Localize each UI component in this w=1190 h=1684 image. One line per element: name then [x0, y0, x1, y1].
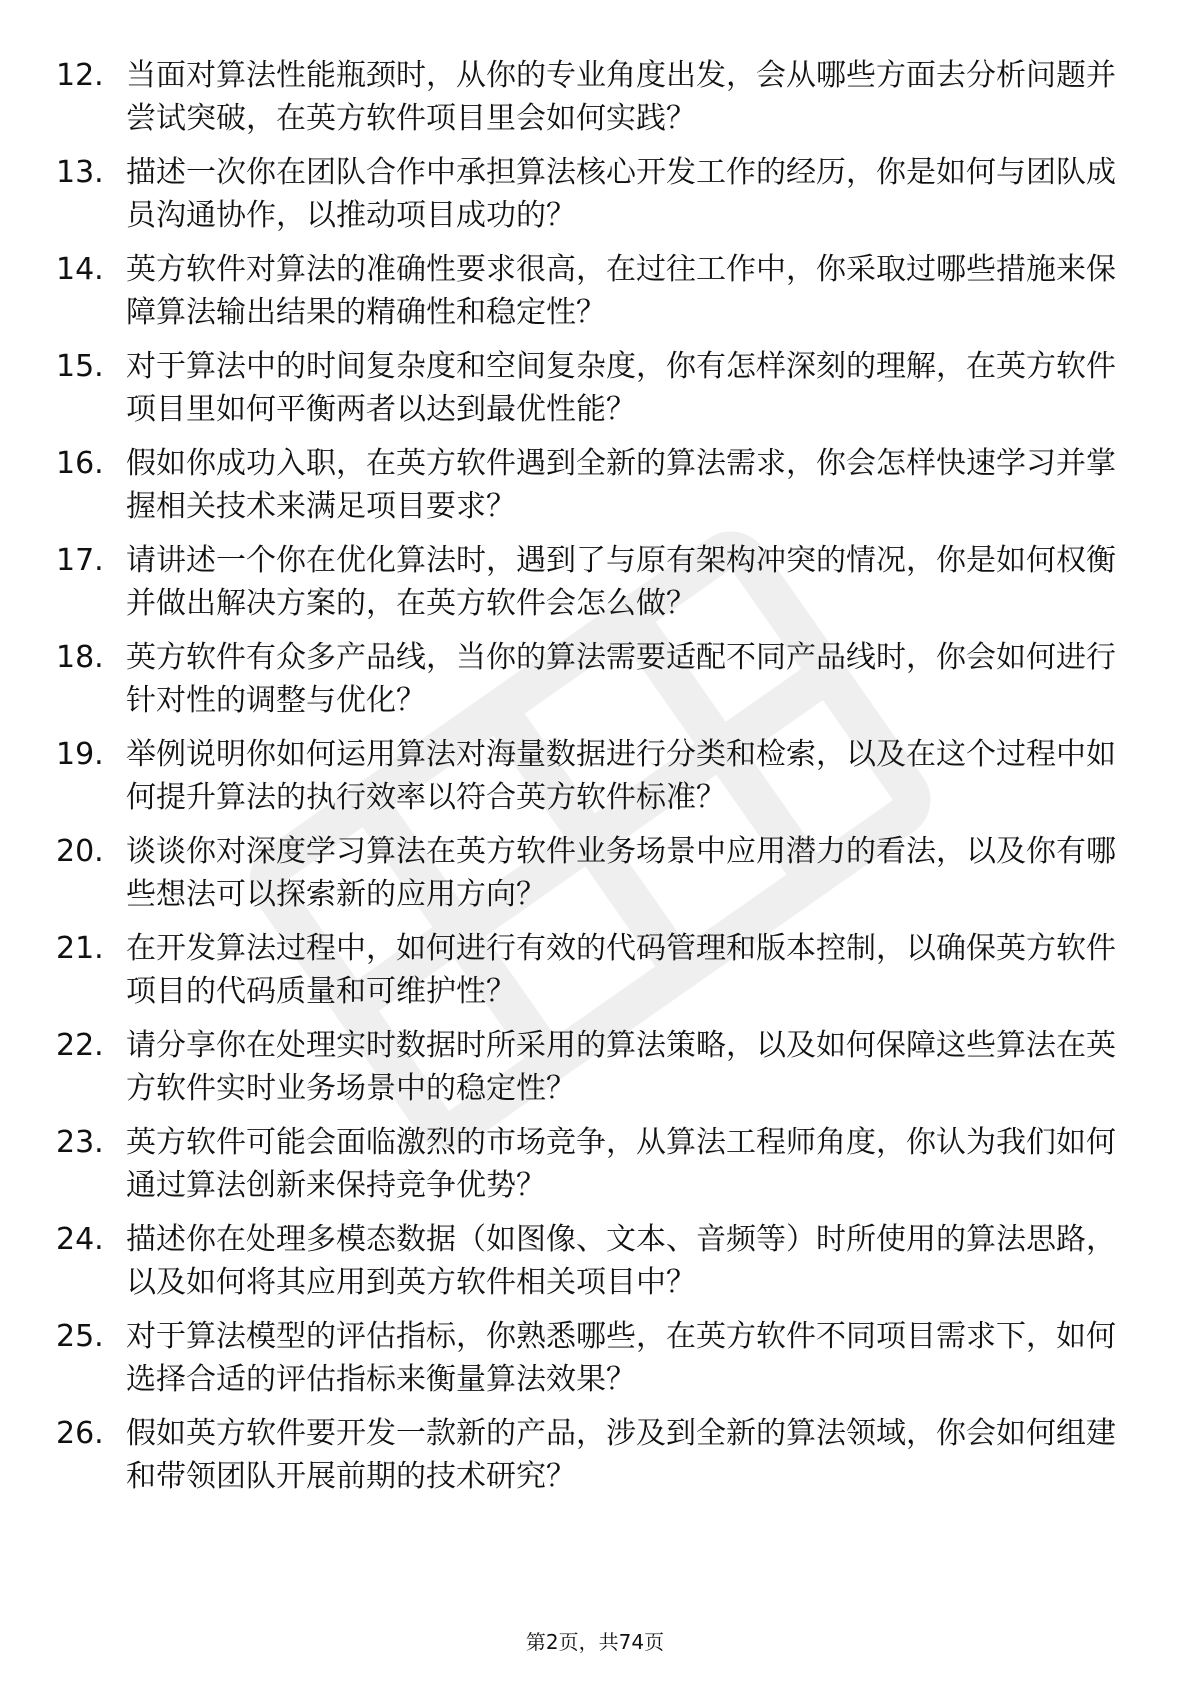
question-number: 23.	[56, 1125, 104, 1160]
question-number: 17.	[56, 543, 104, 578]
question-number: 12.	[56, 58, 104, 93]
question-item	[56, 1121, 1116, 1218]
question-number: 16.	[56, 446, 104, 481]
question-item	[56, 1024, 1116, 1121]
question-item	[56, 1412, 1116, 1509]
question-number: 22.	[56, 1028, 104, 1063]
question-text: 描述你在处理多模态数据（如图像、文本、音频等）时所使用的算法思路，以及如何将其应用到英方软件相关项目中？	[126, 1222, 1116, 1300]
question-text: 英方软件可能会面临激烈的市场竞争，从算法工程师角度，你认为我们如何通过算法创新来保持竞争优势？	[126, 1125, 1116, 1203]
question-item	[56, 636, 1116, 733]
question-number: 21.	[56, 931, 104, 966]
question-item	[56, 248, 1116, 345]
question-number: 25.	[56, 1319, 104, 1354]
question-text: 请讲述一个你在优化算法时，遇到了与原有架构冲突的情况，你是如何权衡并做出解决方案的，在英方软件会怎么做？	[126, 543, 1116, 621]
question-text: 谈谈你对深度学习算法在英方软件业务场景中应用潜力的看法，以及你有哪些想法可以探索新的应用方向？	[126, 834, 1116, 912]
question-number: 19.	[56, 737, 104, 772]
question-item	[56, 830, 1116, 927]
question-item	[56, 927, 1116, 1024]
question-text: 对于算法中的时间复杂度和空间复杂度，你有怎样深刻的理解，在英方软件项目里如何平衡两者以达到最优性能？	[126, 349, 1116, 427]
question-item	[56, 539, 1116, 636]
question-number: 18.	[56, 640, 104, 675]
page-number-label: 第2页，共74页	[525, 1630, 665, 1654]
question-text: 假如英方软件要开发一款新的产品，涉及到全新的算法领域，你会如何组建和带领团队开展前期的技术研究？	[126, 1416, 1116, 1494]
question-number: 24.	[56, 1222, 104, 1257]
question-text: 当面对算法性能瓶颈时，从你的专业角度出发，会从哪些方面去分析问题并尝试突破，在英方软件项目里会如何实践？	[126, 58, 1116, 136]
question-text: 请分享你在处理实时数据时所采用的算法策略，以及如何保障这些算法在英方软件实时业务场景中的稳定性？	[126, 1028, 1116, 1106]
question-number: 26.	[56, 1416, 104, 1451]
question-text: 英方软件有众多产品线，当你的算法需要适配不同产品线时，你会如何进行针对性的调整与优化？	[126, 640, 1116, 718]
question-item	[56, 54, 1116, 151]
question-number: 13.	[56, 155, 104, 190]
question-item	[56, 151, 1116, 248]
question-item	[56, 1218, 1116, 1315]
question-number: 20.	[56, 834, 104, 869]
question-item	[56, 733, 1116, 830]
question-text: 对于算法模型的评估指标，你熟悉哪些，在英方软件不同项目需求下，如何选择合适的评估指标来衡量算法效果？	[126, 1319, 1116, 1397]
question-item	[56, 345, 1116, 442]
page-footer	[0, 1628, 1190, 1656]
question-number: 14.	[56, 252, 104, 287]
question-item	[56, 442, 1116, 539]
question-text: 描述一次你在团队合作中承担算法核心开发工作的经历，你是如何与团队成员沟通协作，以推动项目成功的？	[126, 155, 1116, 233]
question-text: 举例说明你如何运用算法对海量数据进行分类和检索，以及在这个过程中如何提升算法的执行效率以符合英方软件标准？	[126, 737, 1116, 815]
question-list	[56, 54, 1116, 1509]
question-text: 英方软件对算法的准确性要求很高，在过往工作中，你采取过哪些措施来保障算法输出结果的精确性和稳定性？	[126, 252, 1116, 330]
question-item	[56, 1315, 1116, 1412]
question-text: 在开发算法过程中，如何进行有效的代码管理和版本控制，以确保英方软件项目的代码质量和可维护性？	[126, 931, 1116, 1009]
question-text: 假如你成功入职，在英方软件遇到全新的算法需求，你会怎样快速学习并掌握相关技术来满足项目要求？	[126, 446, 1116, 524]
question-number: 15.	[56, 349, 104, 384]
